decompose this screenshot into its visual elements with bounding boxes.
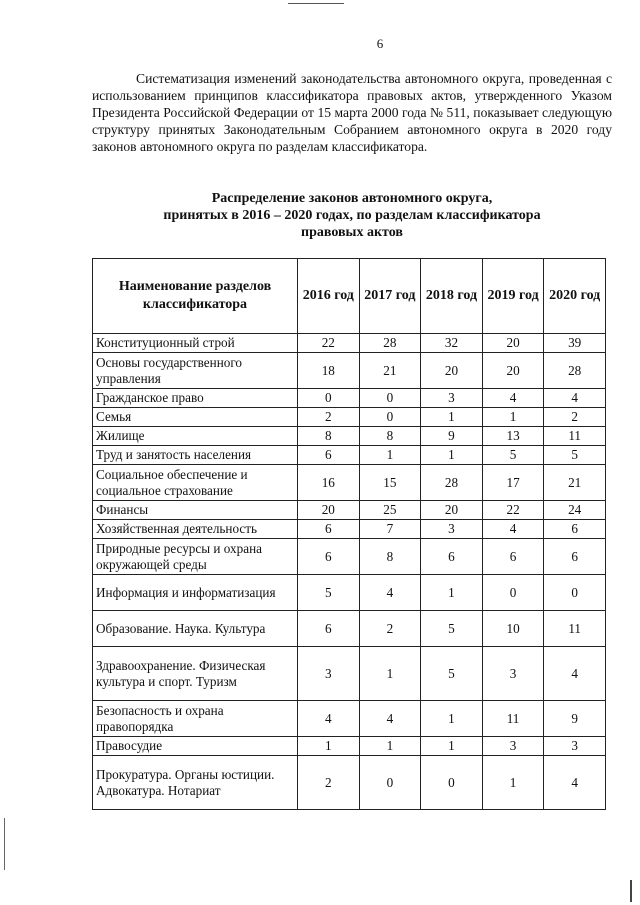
count-cell: 6 — [482, 539, 544, 575]
table-heading-line: Распределение законов автономного округа, — [211, 191, 493, 206]
count-cell: 22 — [297, 334, 359, 353]
header-2017: 2017 год — [359, 259, 421, 334]
count-cell: 28 — [359, 334, 421, 353]
table-row — [93, 389, 606, 408]
count-cell: 25 — [359, 501, 421, 520]
section-name-cell: Жилище — [93, 427, 298, 446]
count-cell: 20 — [482, 334, 544, 353]
count-cell: 0 — [421, 756, 483, 810]
laws-table — [92, 258, 606, 810]
count-cell: 1 — [359, 737, 421, 756]
count-cell: 0 — [297, 389, 359, 408]
count-cell: 4 — [482, 520, 544, 539]
count-cell: 32 — [421, 334, 483, 353]
header-2016: 2016 год — [297, 259, 359, 334]
count-cell: 5 — [421, 611, 483, 647]
count-cell: 28 — [544, 353, 606, 389]
count-cell: 8 — [359, 539, 421, 575]
table-row — [93, 427, 606, 446]
count-cell: 1 — [297, 737, 359, 756]
header-section-name: Наименование разделов классификатора — [93, 259, 298, 334]
table-body — [93, 334, 606, 810]
count-cell: 13 — [482, 427, 544, 446]
count-cell: 1 — [482, 408, 544, 427]
count-cell: 1 — [421, 446, 483, 465]
count-cell: 2 — [544, 408, 606, 427]
count-cell: 6 — [544, 520, 606, 539]
top-rule — [288, 3, 344, 4]
count-cell: 4 — [544, 647, 606, 701]
count-cell: 0 — [544, 575, 606, 611]
count-cell: 1 — [359, 446, 421, 465]
count-cell: 6 — [421, 539, 483, 575]
header-2020: 2020 год — [544, 259, 606, 334]
count-cell: 6 — [297, 446, 359, 465]
table-row — [93, 611, 606, 647]
count-cell: 3 — [421, 389, 483, 408]
section-name-cell: Труд и занятость населения — [93, 446, 298, 465]
section-name-cell: Гражданское право — [93, 389, 298, 408]
count-cell: 18 — [297, 353, 359, 389]
count-cell: 1 — [421, 737, 483, 756]
count-cell: 21 — [359, 353, 421, 389]
page-number: 6 — [376, 36, 384, 51]
header-row — [93, 259, 606, 334]
section-name-cell: Информация и информатизация — [93, 575, 298, 611]
count-cell: 4 — [297, 701, 359, 737]
count-cell: 39 — [544, 334, 606, 353]
count-cell: 4 — [544, 389, 606, 408]
table-row — [93, 334, 606, 353]
count-cell: 21 — [544, 465, 606, 501]
count-cell: 6 — [297, 539, 359, 575]
count-cell: 3 — [297, 647, 359, 701]
count-cell: 4 — [482, 389, 544, 408]
header-2019: 2019 год — [482, 259, 544, 334]
count-cell: 8 — [359, 427, 421, 446]
section-name-cell: Социальное обеспечение и социальное страхование — [93, 465, 298, 501]
table-row — [93, 737, 606, 756]
count-cell: 9 — [544, 701, 606, 737]
table-row — [93, 465, 606, 501]
count-cell: 17 — [482, 465, 544, 501]
count-cell: 3 — [421, 520, 483, 539]
section-name-cell: Конституционный строй — [93, 334, 298, 353]
count-cell: 2 — [359, 611, 421, 647]
count-cell: 4 — [359, 575, 421, 611]
count-cell: 20 — [421, 501, 483, 520]
count-cell: 1 — [421, 575, 483, 611]
count-cell: 20 — [482, 353, 544, 389]
count-cell: 0 — [482, 575, 544, 611]
count-cell: 28 — [421, 465, 483, 501]
count-cell: 20 — [421, 353, 483, 389]
count-cell: 6 — [544, 539, 606, 575]
count-cell: 1 — [482, 756, 544, 810]
margin-line — [4, 818, 5, 870]
table-row — [93, 701, 606, 737]
section-name-cell: Правосудие — [93, 737, 298, 756]
count-cell: 6 — [297, 520, 359, 539]
table-row — [93, 520, 606, 539]
count-cell: 11 — [544, 427, 606, 446]
count-cell: 5 — [297, 575, 359, 611]
table-row — [93, 539, 606, 575]
count-cell: 5 — [421, 647, 483, 701]
section-name-cell: Хозяйственная деятельность — [93, 520, 298, 539]
count-cell: 6 — [297, 611, 359, 647]
count-cell: 10 — [482, 611, 544, 647]
section-name-cell: Финансы — [93, 501, 298, 520]
count-cell: 5 — [544, 446, 606, 465]
table-heading-line: правовых актов — [301, 225, 403, 240]
count-cell: 5 — [482, 446, 544, 465]
count-cell: 0 — [359, 389, 421, 408]
count-cell: 1 — [359, 647, 421, 701]
section-name-cell: Семья — [93, 408, 298, 427]
count-cell: 1 — [421, 701, 483, 737]
count-cell: 20 — [297, 501, 359, 520]
section-name-cell: Прокуратура. Органы юстиции. Адвокатура. Нотариат — [93, 756, 298, 810]
count-cell: 22 — [482, 501, 544, 520]
table-row — [93, 647, 606, 701]
count-cell: 11 — [482, 701, 544, 737]
count-cell: 24 — [544, 501, 606, 520]
count-cell: 3 — [482, 647, 544, 701]
count-cell: 8 — [297, 427, 359, 446]
section-name-cell: Безопасность и охрана правопорядка — [93, 701, 298, 737]
table-row — [93, 408, 606, 427]
edge-mark — [630, 880, 632, 902]
count-cell: 7 — [359, 520, 421, 539]
count-cell: 4 — [544, 756, 606, 810]
count-cell: 2 — [297, 408, 359, 427]
count-cell: 16 — [297, 465, 359, 501]
table-row — [93, 756, 606, 810]
count-cell: 3 — [482, 737, 544, 756]
intro-paragraph: Систематизация изменений законодательства автономного округа, проведенная с использованием принципов классификатора правовых актов, утвержденного Указом Президента Российской Федерации от 15 марта 2000 года № 511, показывает следующую структуру принятых Законодательным Собранием автономного округа в 2020 году законов автономного округа по разделам классификатора. — [92, 71, 612, 154]
count-cell: 9 — [421, 427, 483, 446]
count-cell: 1 — [421, 408, 483, 427]
table-heading-line: принятых в 2016 – 2020 годах, по разделам классификатора — [163, 208, 541, 223]
table-row — [93, 446, 606, 465]
table-row — [93, 501, 606, 520]
section-name-cell: Здравоохранение. Физическая культура и спорт. Туризм — [93, 647, 298, 701]
table-row — [93, 353, 606, 389]
count-cell: 4 — [359, 701, 421, 737]
table-row — [93, 575, 606, 611]
section-name-cell: Природные ресурсы и охрана окружающей среды — [93, 539, 298, 575]
count-cell: 0 — [359, 408, 421, 427]
count-cell: 3 — [544, 737, 606, 756]
section-name-cell: Образование. Наука. Культура — [93, 611, 298, 647]
count-cell: 2 — [297, 756, 359, 810]
count-cell: 15 — [359, 465, 421, 501]
table-heading — [92, 190, 612, 241]
section-name-cell: Основы государственного управления — [93, 353, 298, 389]
count-cell: 0 — [359, 756, 421, 810]
header-2018: 2018 год — [421, 259, 483, 334]
count-cell: 11 — [544, 611, 606, 647]
